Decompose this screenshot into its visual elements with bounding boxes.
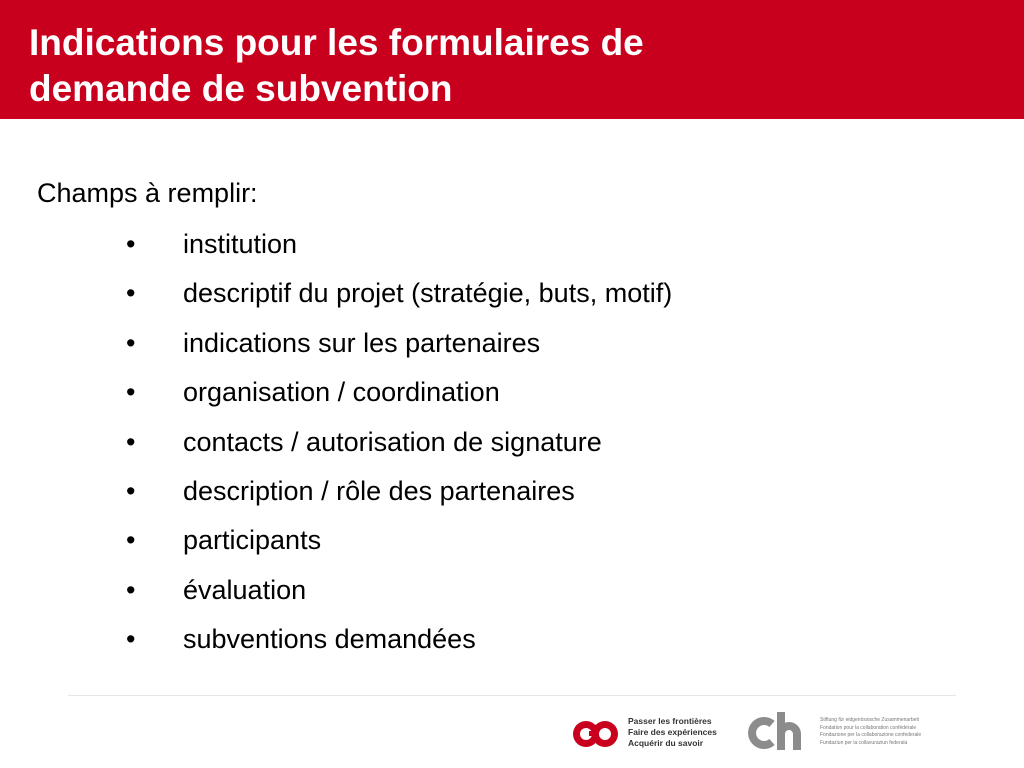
list-item-text: description / rôle des partenaires <box>183 475 575 506</box>
bullet: • <box>126 278 136 309</box>
go-tagline: Acquérir du savoir <box>628 738 704 748</box>
bullet: • <box>126 574 136 605</box>
title-line-2: demande de subvention <box>29 68 453 109</box>
go-taglines <box>628 716 717 749</box>
list-item <box>0 424 1024 473</box>
list-item <box>0 572 1024 621</box>
ch-tagline: Fondation pour la collaboration confédérale <box>820 724 917 731</box>
list-item-text: indications sur les partenaires <box>183 327 541 358</box>
bullet: • <box>126 377 136 408</box>
list-item-text: évaluation <box>183 574 307 605</box>
ch-tagline: Fondazione per la collaborazione confederale <box>820 732 922 738</box>
page-title <box>29 20 929 112</box>
bullet: • <box>126 624 136 655</box>
list-item <box>0 621 1024 670</box>
bullet: • <box>126 475 136 506</box>
go-tagline: Faire des expériences <box>628 727 717 737</box>
list-item-text: contacts / autorisation de signature <box>183 426 602 457</box>
bullet: • <box>126 327 136 358</box>
list-item-text: participants <box>183 525 322 556</box>
go-logo <box>572 716 620 752</box>
bullet: • <box>126 229 136 259</box>
list-item-text: organisation / coordination <box>183 377 500 408</box>
ch-logo <box>745 710 809 752</box>
footer-divider <box>68 695 956 696</box>
list-item-text: institution <box>183 229 298 259</box>
fields-list <box>0 226 1024 671</box>
title-bar <box>0 0 1024 119</box>
go-tagline: Passer les frontières <box>628 716 712 726</box>
list-item <box>0 374 1024 423</box>
list-item <box>0 522 1024 571</box>
ch-taglines <box>820 717 921 747</box>
fields-intro: Champs à remplir: <box>37 178 258 208</box>
bullet: • <box>126 426 136 457</box>
list-item <box>0 325 1024 374</box>
list-item-text: subventions demandées <box>183 624 476 655</box>
title-line-1: Indications pour les formulaires de <box>29 22 644 63</box>
bullet: • <box>126 525 136 556</box>
ch-tagline: Stiftung für eidgenössische Zusammenarbeit <box>820 717 919 723</box>
list-item <box>0 275 1024 324</box>
ch-tagline: Fundaziun per la collavuraziun federala <box>820 739 908 746</box>
list-item <box>0 473 1024 522</box>
list-item-text: descriptif du projet (stratégie, buts, motif) <box>183 278 673 309</box>
list-item <box>0 226 1024 275</box>
